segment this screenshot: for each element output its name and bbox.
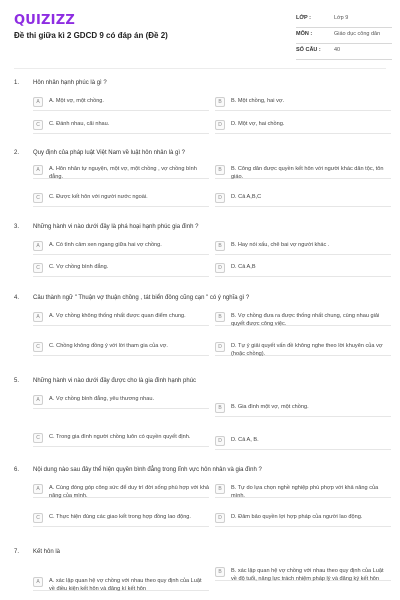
- question-number: 4.: [14, 295, 20, 301]
- option-letter: A: [33, 395, 43, 405]
- meta-label: MÔN :: [296, 31, 313, 37]
- option-b[interactable]: [215, 484, 391, 498]
- worksheet-title: Đề thi giữa kì 2 GDCD 9 có đáp án (Đề 2): [14, 31, 168, 40]
- option-d[interactable]: [215, 513, 391, 527]
- option-a[interactable]: [33, 97, 209, 111]
- meta-row-subject: [296, 28, 392, 44]
- option-text: C. Đánh nhau, cãi nhau.: [49, 121, 110, 127]
- option-text: D. Đảm bảo quyền lợi hợp pháp của người lao động.: [231, 514, 363, 520]
- option-letter: D: [215, 193, 225, 203]
- option-letter: A: [33, 165, 43, 175]
- option-a[interactable]: [33, 241, 209, 255]
- option-letter: A: [33, 312, 43, 322]
- option-text: B. Công dân được quyền kết hôn với người khác dân tộc, tôn giáo.: [231, 166, 384, 180]
- option-c[interactable]: [33, 120, 209, 134]
- option-text: D. Cả A,B,C: [231, 194, 262, 200]
- option-b[interactable]: [215, 403, 391, 417]
- meta-value: 40: [334, 47, 341, 53]
- option-b[interactable]: [215, 165, 391, 179]
- option-text: B. Hay nói xấu, chê bai vợ người khác .: [231, 242, 330, 248]
- option-letter: D: [215, 120, 225, 130]
- option-letter: A: [33, 577, 43, 587]
- option-b[interactable]: [215, 97, 391, 111]
- worksheet-header: [0, 0, 400, 62]
- option-text: D. Một vợ, hai chồng.: [231, 121, 285, 127]
- meta-label: SỐ CÂU :: [296, 47, 321, 53]
- option-letter: A: [33, 484, 43, 494]
- header-divider: [14, 68, 386, 69]
- option-letter: B: [215, 312, 225, 322]
- question-text: Câu thành ngữ " Thuận vợ thuận chồng , tát biển đông cũng cạn " có ý nghĩa gì ?: [33, 295, 250, 301]
- option-c[interactable]: [33, 193, 209, 207]
- question-text: Kết hôn là: [33, 549, 61, 555]
- option-text: A. Cùng đóng góp công sức để duy trì đời sống phù hợp với khả năng của mình.: [49, 485, 209, 499]
- option-text: A. Một vợ, một chồng.: [49, 98, 104, 104]
- option-text: B. Tự do lựa chọn nghề nghiệp phù phợp với khả năng của mình.: [231, 485, 379, 499]
- option-d[interactable]: [215, 263, 391, 277]
- option-text: D. Cả A, B.: [231, 437, 259, 443]
- option-letter: D: [215, 436, 225, 446]
- option-letter: A: [33, 97, 43, 107]
- option-text: C. Vợ chồng bình đẳng.: [49, 264, 109, 270]
- option-letter: C: [33, 433, 43, 443]
- option-text: A. Hôn nhân tự nguyện, một vợ, một chồng , vợ chồng bình đẳng.: [49, 166, 197, 180]
- option-text: B. Gia đình một vợ, một chồng.: [231, 404, 309, 410]
- question-number: 7.: [14, 549, 20, 555]
- option-letter: B: [215, 567, 225, 577]
- option-d[interactable]: [215, 342, 391, 356]
- question-number: 5.: [14, 378, 20, 384]
- option-a[interactable]: [33, 312, 209, 326]
- option-a[interactable]: [33, 577, 209, 591]
- option-c[interactable]: [33, 513, 209, 527]
- option-letter: C: [33, 263, 43, 273]
- meta-value: Giáo dục công dân: [334, 31, 381, 37]
- question-text: Quy định của pháp luật Việt Nam về luật hôn nhân là gì ?: [33, 150, 185, 156]
- option-text: D. Cả A,B: [231, 264, 256, 270]
- option-letter: B: [215, 241, 225, 251]
- option-letter: A: [33, 241, 43, 251]
- option-letter: C: [33, 513, 43, 523]
- option-b[interactable]: [215, 312, 391, 326]
- option-c[interactable]: [33, 342, 209, 356]
- option-letter: B: [215, 484, 225, 494]
- option-d[interactable]: [215, 120, 391, 134]
- option-letter: B: [215, 165, 225, 175]
- option-text: A. Có tình cảm xen ngang giữa hai vợ chồng.: [49, 242, 162, 248]
- option-a[interactable]: [33, 395, 209, 409]
- option-text: C. Trong gia đình người chồng luôn có quyền quyết định.: [49, 434, 191, 440]
- option-letter: B: [215, 403, 225, 413]
- meta-label: LỚP :: [296, 15, 311, 21]
- option-letter: B: [215, 97, 225, 107]
- option-d[interactable]: [215, 193, 391, 207]
- option-letter: C: [33, 342, 43, 352]
- meta-row-count: [296, 44, 392, 60]
- question-number: 3.: [14, 224, 20, 230]
- option-text: C. Được kết hôn với người nước ngoài.: [49, 194, 148, 200]
- question-text: Những hành vi nào dưới đây là phá hoại hạnh phúc gia đình ?: [33, 224, 199, 230]
- quizizz-logo: QUIZIZZ: [14, 13, 75, 28]
- option-c[interactable]: [33, 263, 209, 277]
- option-d[interactable]: [215, 436, 391, 450]
- question-text: Những hành vi nào dưới đây được cho là gia đình hạnh phúc: [33, 378, 197, 384]
- option-a[interactable]: [33, 165, 209, 179]
- option-text: A. xác lập quan hệ vợ chồng với nhau theo quy định của Luật về điều kiện kết hôn và đăng kí kết hôn: [49, 578, 202, 592]
- option-text: A. Vợ chồng bình đẳng, yêu thương nhau.: [49, 396, 155, 402]
- option-letter: D: [215, 513, 225, 523]
- option-text: D. Tự ý giải quyết vấn đề không nghe theo lời khuyên của vợ (hoặc chồng).: [231, 343, 383, 357]
- question-number: 1.: [14, 80, 20, 86]
- option-b[interactable]: [215, 567, 391, 581]
- option-a[interactable]: [33, 484, 209, 498]
- option-b[interactable]: [215, 241, 391, 255]
- option-c[interactable]: [33, 433, 209, 447]
- question-number: 6.: [14, 467, 20, 473]
- option-text: C. Chồng không đồng ý với lời tham gia của vợ.: [49, 343, 168, 349]
- option-text: B. xác lập quan hệ vợ chồng với nhau theo quy định của Luật về độ tuổi, năng lực trách nhiệm pháp lý và đăng ký kết hôn: [231, 568, 384, 582]
- option-letter: C: [33, 193, 43, 203]
- option-letter: D: [215, 342, 225, 352]
- option-text: C. Thực hiện đúng các giao kết trong hợp đồng lao động.: [49, 514, 191, 520]
- meta-row-class: [296, 12, 392, 28]
- question-number: 2.: [14, 150, 20, 156]
- option-letter: C: [33, 120, 43, 130]
- question-text: Hôn nhân hạnh phúc là gì ?: [33, 80, 107, 86]
- worksheet-meta: [296, 12, 392, 60]
- question-text: Nội dung nào sau đây thể hiện quyền bình đẳng trong lĩnh vực hôn nhân và gia đình ?: [33, 467, 262, 473]
- option-text: B. Vợ chồng đưa ra được thống nhất chung, cùng nhau giải quyết được công việc.: [231, 313, 380, 327]
- option-text: B. Một chồng, hai vợ.: [231, 98, 285, 104]
- option-letter: D: [215, 263, 225, 273]
- meta-value: Lớp 9: [334, 15, 349, 21]
- option-text: A. Vợ chồng không thống nhất được quan điểm chung.: [49, 313, 186, 319]
